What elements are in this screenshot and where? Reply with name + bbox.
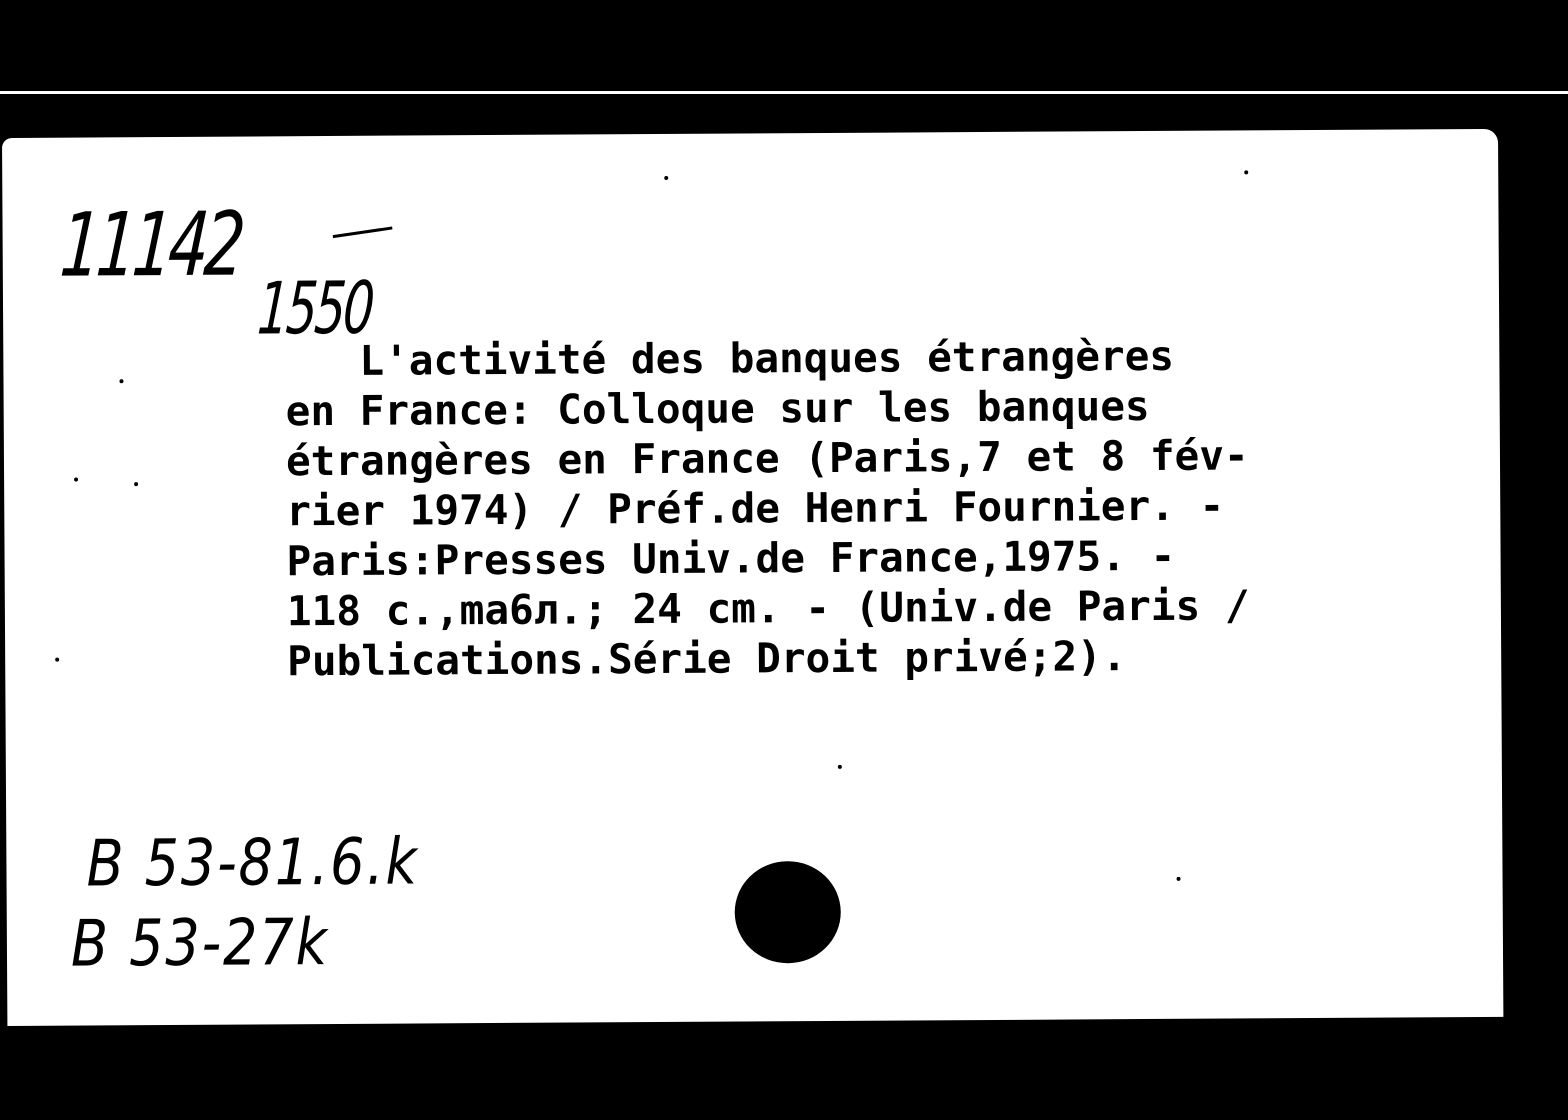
scan-speck (55, 658, 59, 662)
scan-speck (1177, 877, 1181, 881)
entry-line: L'activité des banques étrangères (285, 331, 1175, 386)
scan-speck (1244, 170, 1248, 174)
entry-line: étrangères en France (Paris,7 et 8 fév- (285, 431, 1249, 486)
scan-speck (134, 482, 138, 486)
scan-speck (838, 765, 842, 769)
scanner-edge-line (0, 91, 1568, 94)
entry-line: rier 1974) / Préf.de Henri Fournier. - (286, 481, 1225, 536)
accession-number: 11142 (57, 192, 245, 297)
catalog-number-overbar (333, 226, 393, 238)
catalog-number: 1550 (255, 265, 375, 351)
catalog-card (2, 129, 1503, 1026)
entry-line: 118 c.,ma6л.; 24 cm. - (Univ.de Paris / (286, 581, 1250, 636)
scan-speck (664, 176, 668, 180)
entry-line: Paris:Presses Univ.de France,1975. - (286, 531, 1176, 586)
scan-speck (74, 478, 78, 482)
bibliographic-entry (285, 329, 1477, 686)
entry-line: en France: Colloque sur les banques (285, 381, 1150, 436)
shelfmark-first: B 53-81.6.k (86, 825, 419, 902)
punch-hole (734, 861, 841, 964)
scan-speck (119, 379, 123, 383)
entry-line: Publications.Série Droit privé;2). (287, 632, 1127, 686)
shelfmark-second: B 53-27k (70, 906, 329, 982)
